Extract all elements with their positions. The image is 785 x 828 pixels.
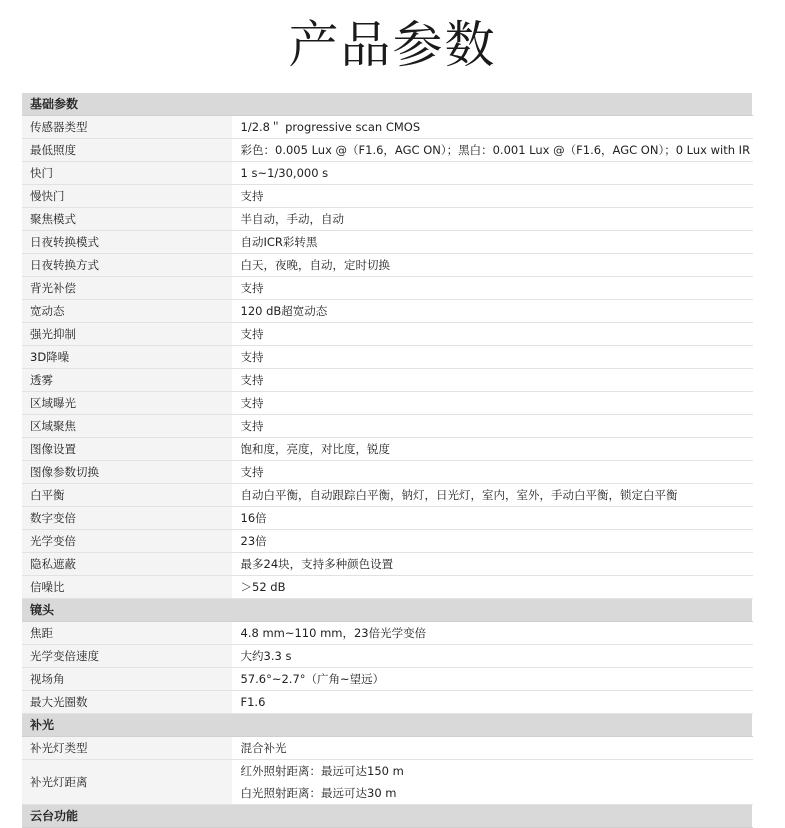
param-value: 白天，夜晚，自动，定时切换 [232,254,752,277]
param-name: 光学变倍 [22,530,232,553]
table-row [22,691,752,714]
table-row [22,668,752,691]
table-row [22,438,752,461]
table-row [22,254,752,277]
param-name: 区域曝光 [22,392,232,415]
param-value: 120 dB超宽动态 [232,300,752,323]
param-value: 23倍 [232,530,752,553]
param-name: 聚焦模式 [22,208,232,231]
section-header-row [22,599,752,622]
param-name: 快门 [22,162,232,185]
table-row [22,461,752,484]
param-value: 支持 [232,277,752,300]
param-name: 视场角 [22,668,232,691]
param-value: 支持 [232,461,752,484]
param-value: 半自动，手动，自动 [232,208,752,231]
table-row [22,760,752,805]
param-value: 支持 [232,369,752,392]
param-name: 强光抑制 [22,323,232,346]
table-row [22,622,752,645]
table-row [22,530,752,553]
param-name: 数字变倍 [22,507,232,530]
param-value [232,760,752,805]
param-value: 1 s~1/30,000 s [232,162,752,185]
spec-table [22,93,753,828]
param-name: 信噪比 [22,576,232,599]
table-row [22,576,752,599]
param-name: 补光灯类型 [22,737,232,760]
section-title: 云台功能 [22,805,752,828]
param-name: 隐私遮蔽 [22,553,232,576]
param-value: 彩色：0.005 Lux @（F1.6，AGC ON）；黑白：0.001 Lux @（F1.6，AGC ON）；0 Lux with IR [232,139,752,162]
table-row [22,507,752,530]
param-name: 白平衡 [22,484,232,507]
table-row [22,277,752,300]
param-value: 16倍 [232,507,752,530]
param-name: 传感器类型 [22,116,232,139]
param-value: 支持 [232,392,752,415]
table-row [22,162,752,185]
param-value: 支持 [232,185,752,208]
table-row [22,300,752,323]
param-value: 57.6°~2.7°（广角~望远） [232,668,752,691]
table-row [22,185,752,208]
param-value: 自动白平衡，自动跟踪白平衡，钠灯，日光灯，室内，室外，手动白平衡，锁定白平衡 [232,484,752,507]
param-name: 慢快门 [22,185,232,208]
param-value: 支持 [232,415,752,438]
table-row [22,553,752,576]
param-name: 3D降噪 [22,346,232,369]
param-name: 透雾 [22,369,232,392]
param-value: 最多24块，支持多种颜色设置 [232,553,752,576]
section-header-row [22,714,752,737]
table-row [22,392,752,415]
section-header-row [22,93,752,116]
table-row [22,139,752,162]
param-value: 自动ICR彩转黑 [232,231,752,254]
param-name: 补光灯距离 [22,760,232,805]
section-header-row [22,805,752,828]
spec-table-body [22,93,752,828]
table-row [22,116,752,139]
section-title: 镜头 [22,599,752,622]
table-row [22,645,752,668]
param-name: 日夜转换模式 [22,231,232,254]
param-value: ＞52 dB [232,576,752,599]
section-title: 补光 [22,714,752,737]
param-value: 1/2.8＂ progressive scan CMOS [232,116,752,139]
param-value: 支持 [232,323,752,346]
param-value: 4.8 mm~110 mm，23倍光学变倍 [232,622,752,645]
param-value: 大约3.3 s [232,645,752,668]
page-title: 产品参数 [288,16,497,74]
table-row [22,208,752,231]
table-row [22,231,752,254]
param-name: 宽动态 [22,300,232,323]
param-value-line: 白光照射距离：最远可达30 m [240,786,397,800]
param-name: 最大光圈数 [22,691,232,714]
param-name: 图像设置 [22,438,232,461]
param-value: 混合补光 [232,737,752,760]
table-row [22,346,752,369]
param-name: 最低照度 [22,139,232,162]
table-row [22,737,752,760]
table-row [22,369,752,392]
param-value-line: 红外照射距离：最远可达150 m [240,764,404,778]
param-name: 日夜转换方式 [22,254,232,277]
param-value: F1.6 [232,691,752,714]
param-name: 图像参数切换 [22,461,232,484]
table-row [22,415,752,438]
param-name: 区域聚焦 [22,415,232,438]
table-row [22,323,752,346]
param-value: 饱和度，亮度，对比度，锐度 [232,438,752,461]
param-name: 焦距 [22,622,232,645]
table-row [22,484,752,507]
section-title: 基础参数 [22,93,752,116]
param-name: 背光补偿 [22,277,232,300]
param-name: 光学变倍速度 [22,645,232,668]
param-value: 支持 [232,346,752,369]
